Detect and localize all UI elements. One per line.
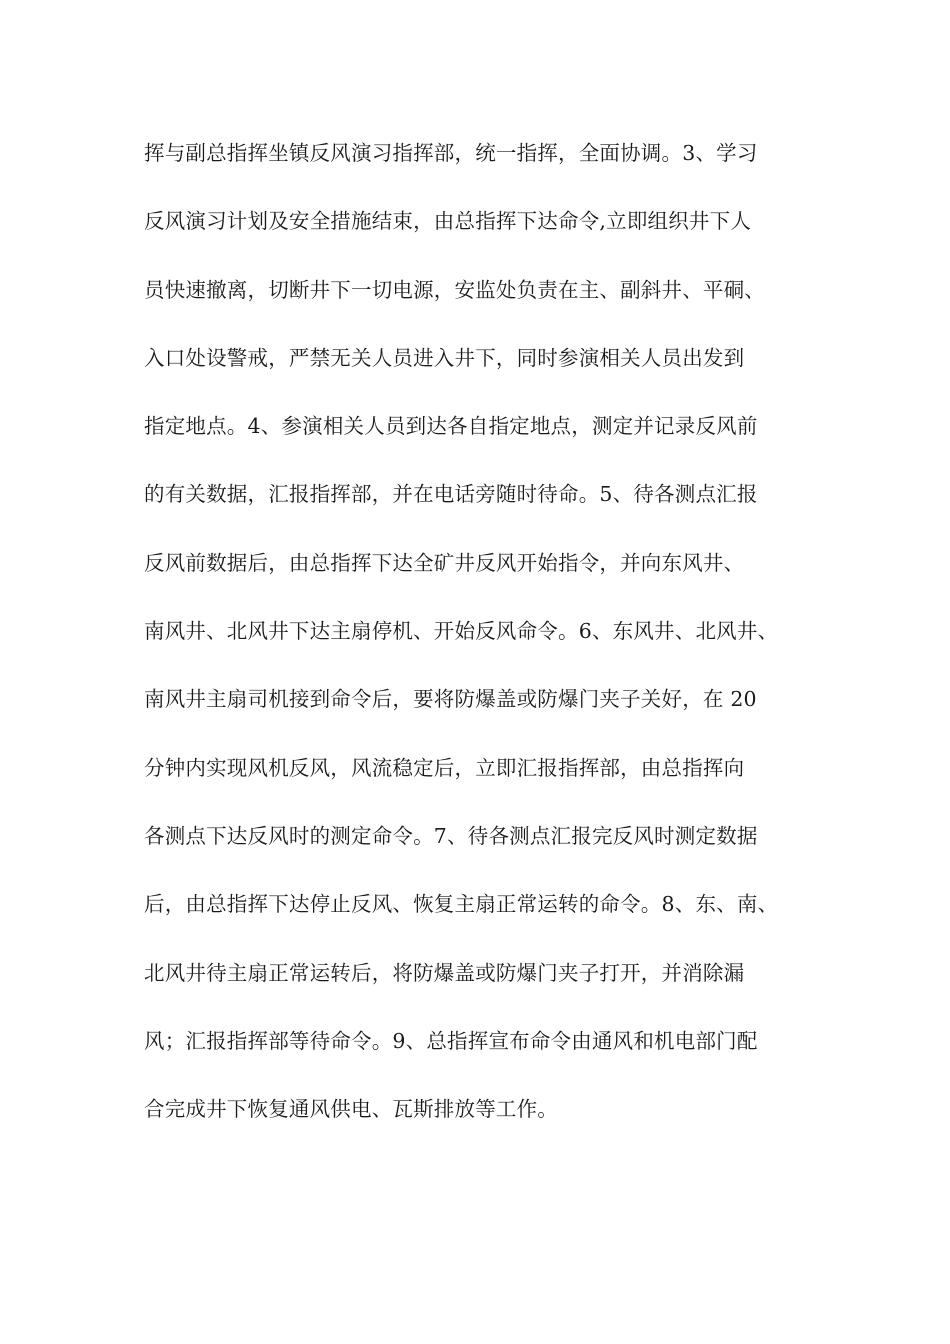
text-line: 南风井、北风井下达主扇停机、开始反风命令。6、东风井、北风井、 bbox=[144, 619, 779, 644]
text-line: 入口处设警戒，严禁无关人员进入井下，同时参演相关人员出发到 bbox=[144, 345, 745, 370]
text-line: 员快速撤离，切断井下一切电源，安监处负责在主、副斜井、平硐、 bbox=[144, 277, 765, 302]
text-line: 南风井主扇司机接到命令后，要将防爆盖或防爆门夹子关好，在 20 bbox=[144, 687, 757, 712]
text-line: 分钟内实现风机反风，风流稳定后，立即汇报指挥部，由总指挥向 bbox=[144, 755, 745, 780]
text-line: 北风井待主扇正常运转后，将防爆盖或防爆门夹子打开，并消除漏 bbox=[144, 960, 745, 985]
text-line: 后，由总指挥下达停止反风、恢复主扇正常运转的命令。8、东、南、 bbox=[144, 892, 779, 917]
text-line: 各测点下达反风时的测定命令。7、待各测点汇报完反风时测定数据 bbox=[144, 823, 758, 848]
text-line: 的有关数据，汇报指挥部，并在电话旁随时待命。5、待各测点汇报 bbox=[144, 482, 758, 507]
body-text bbox=[144, 133, 834, 1157]
text-line: 风；汇报指挥部等待命令。9、总指挥宣布命令由通风和机电部门配 bbox=[144, 1028, 758, 1053]
text-line: 挥与副总指挥坐镇反风演习指挥部，统一指挥，全面协调。3、学习 bbox=[144, 141, 758, 165]
text-line: 反风前数据后，由总指挥下达全矿井反风开始指令，并向东风井、 bbox=[144, 550, 745, 575]
text-line: 反风演习计划及安全措施结束，由总指挥下达命令,立即组织井下人 bbox=[144, 209, 752, 234]
text-line: 指定地点。4、参演相关人员到达各自指定地点，测定并记录反风前 bbox=[144, 414, 758, 439]
text-line: 合完成井下恢复通风供电、瓦斯排放等工作。 bbox=[144, 1097, 558, 1122]
